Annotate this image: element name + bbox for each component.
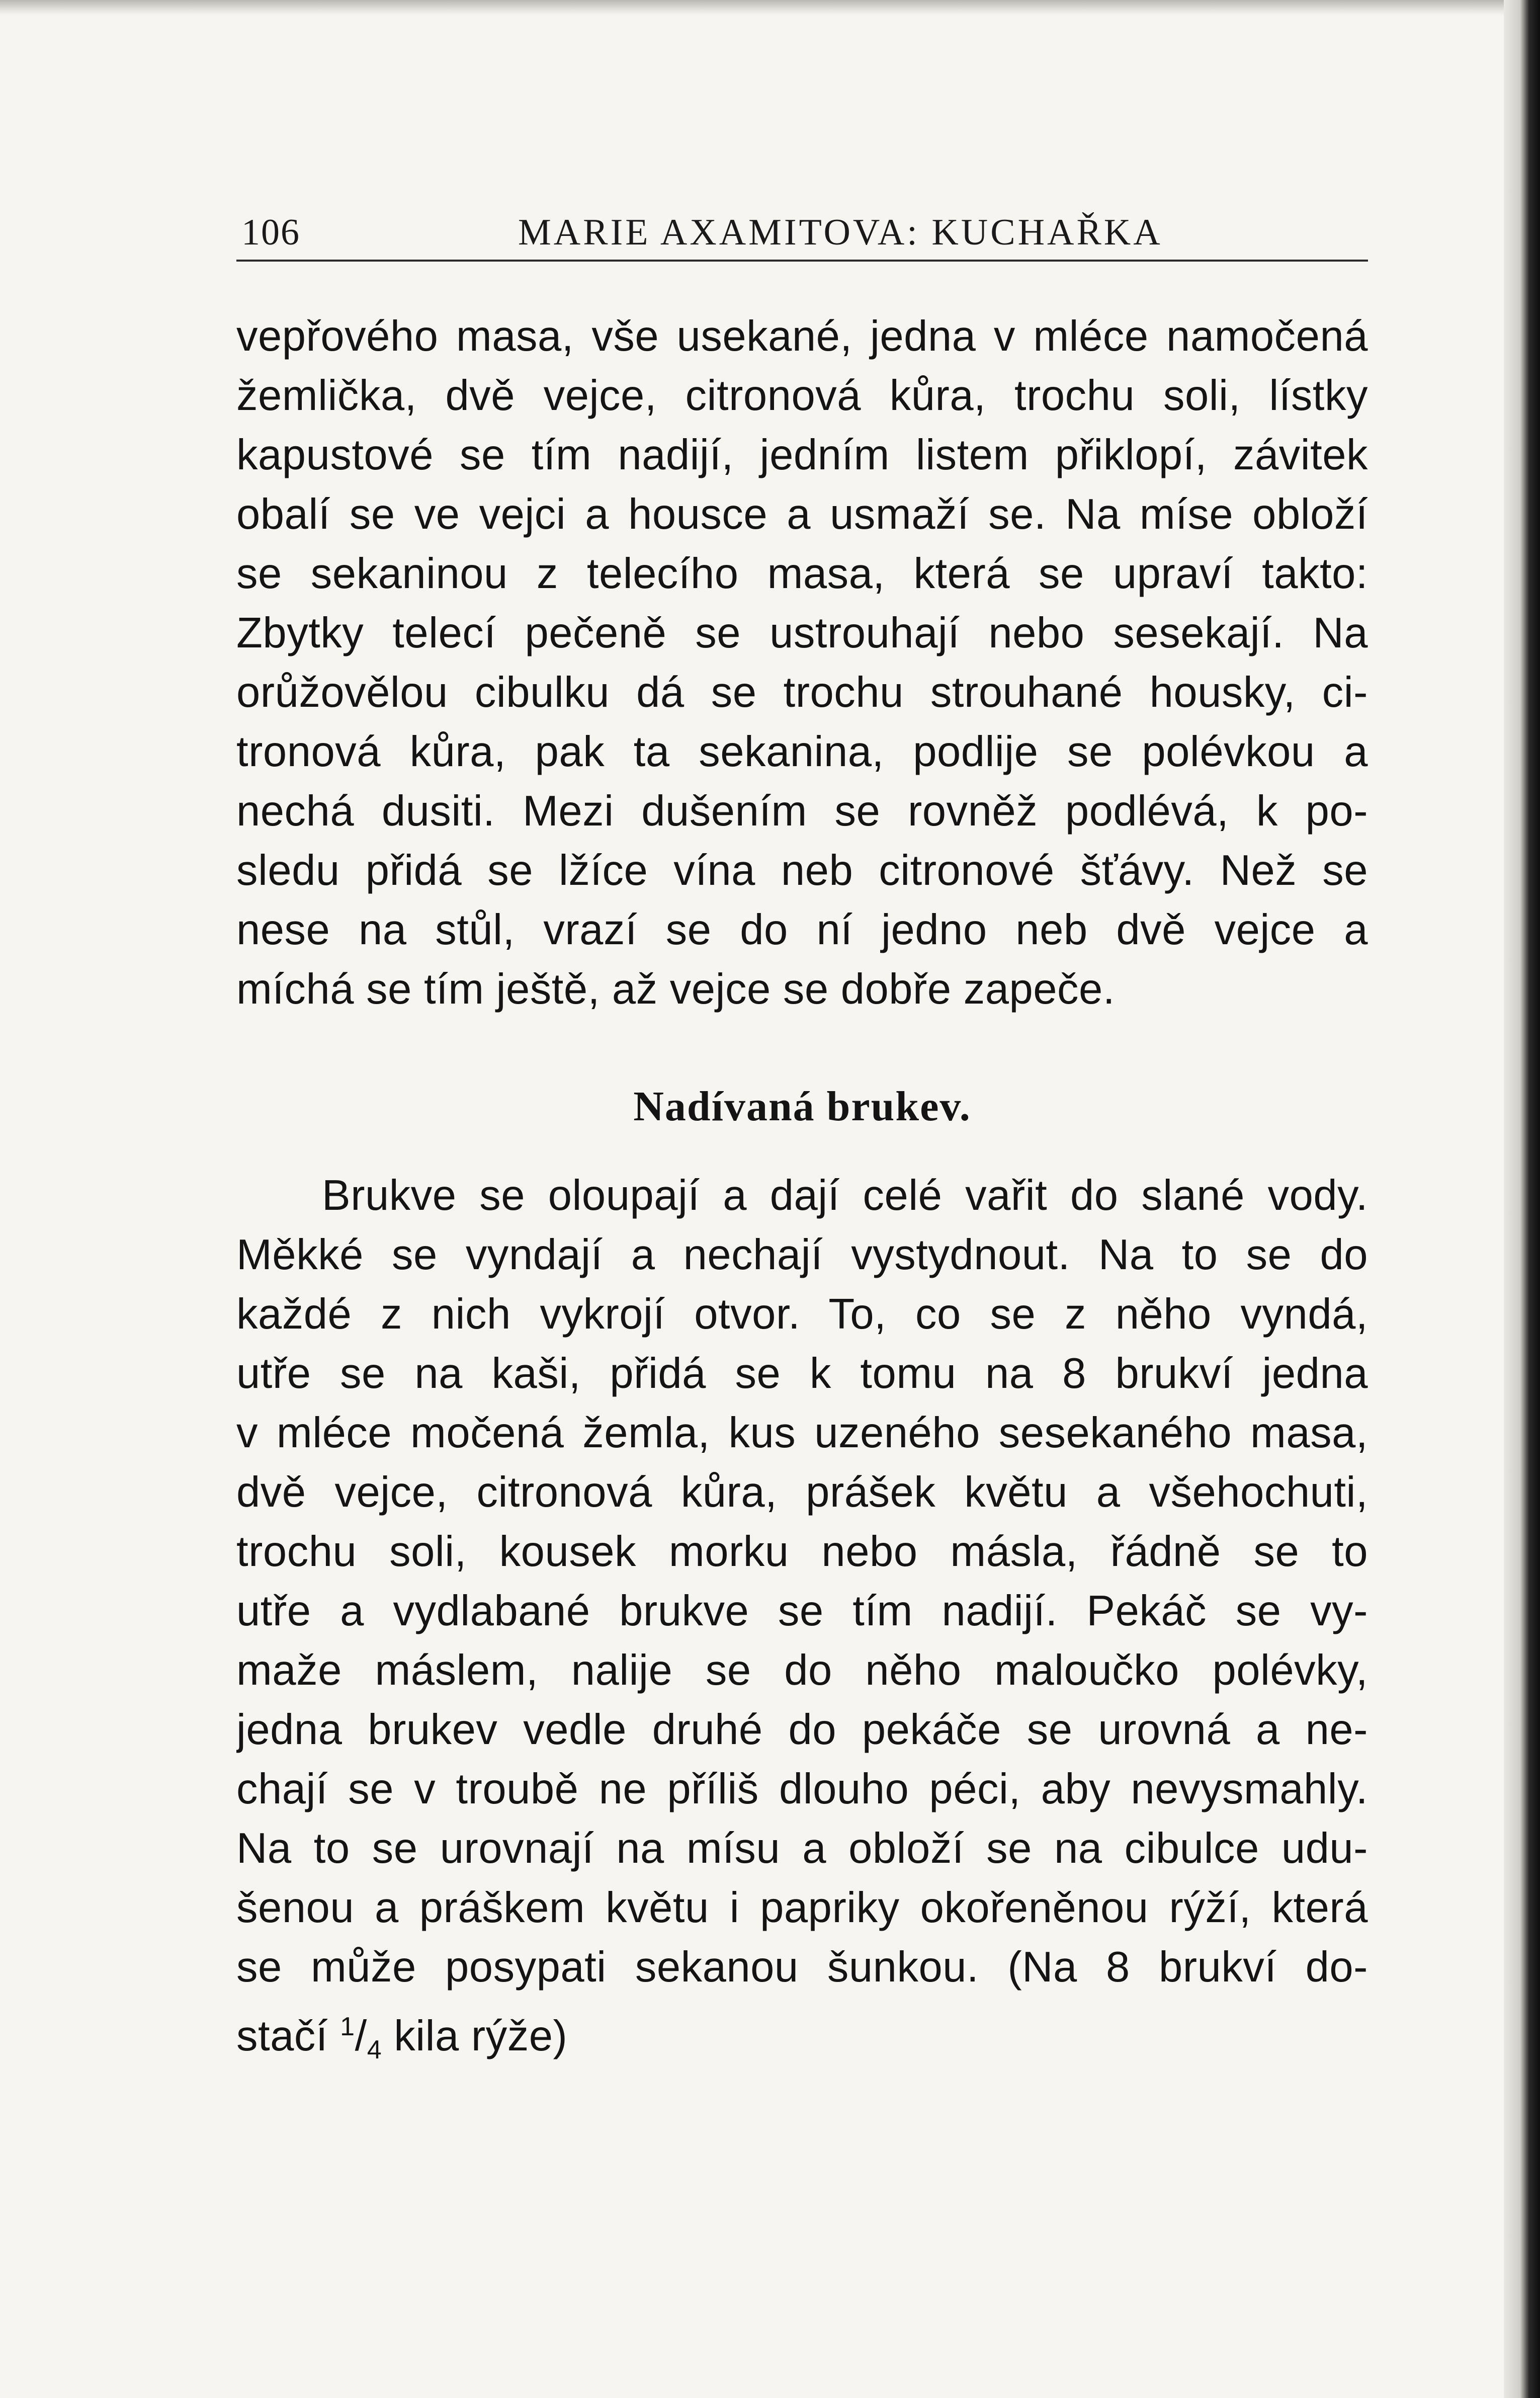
fraction-numerator: 1 [340, 2012, 355, 2041]
scan-top-shadow [0, 0, 1540, 15]
text-line: jedna brukev vedle druhé do pekáče se urovná a ne- [236, 1706, 1368, 1754]
page-number: 106 [241, 212, 300, 253]
text-line: orůžovělou cibulku dá se trochu strouhané housky, ci- [236, 669, 1368, 716]
text-line: míchá se tím ještě, až vejce se dobře zapeče. [236, 965, 1115, 1013]
text-line: chají se v troubě ne příliš dlouho péci, aby nevysmahly. [236, 1765, 1368, 1813]
scan-right-edge [1504, 0, 1540, 2398]
text-line: Brukve se oloupají a dají celé vařit do slané vody. [322, 1172, 1368, 1219]
text-line: nese na stůl, vrazí se do ní jedno neb dvě vejce a [236, 906, 1368, 954]
text-line: tronová kůra, pak ta sekanina, podlije se polévkou a [236, 728, 1368, 776]
text-line: obalí se ve vejci a housce a usmaží se. Na míse obloží [236, 490, 1368, 538]
text-line: šenou a práškem květu i papriky okořeněnou rýží, která [236, 1884, 1368, 1932]
text-line: se může posypati sekanou šunkou. (Na 8 brukví do- [236, 1943, 1368, 1991]
text-line: utře a vydlabané brukve se tím nadijí. Pekáč se vy- [236, 1587, 1368, 1635]
final-word: stačí [236, 2012, 328, 2060]
text-line: žemlička, dvě vejce, citronová kůra, trochu soli, lístky [236, 372, 1368, 420]
running-header [236, 211, 1368, 262]
text-line: kapustové se tím nadijí, jedním listem přiklopí, závitek [236, 431, 1368, 479]
fraction-quarter [340, 2012, 382, 2064]
text-line: sledu přidá se lžíce vína neb citronové šťávy. Než se [236, 847, 1368, 894]
text-line: nechá dusiti. Mezi dušením se rovněž podlévá, k po- [236, 787, 1368, 835]
text-line: trochu soli, kousek morku nebo másla, řádně se to [236, 1528, 1368, 1576]
recipe-paragraph [236, 1166, 1368, 2080]
fraction-denominator: 4 [367, 2035, 382, 2064]
text-line: utře se na kaši, přidá se k tomu na 8 brukví jedna [236, 1350, 1368, 1397]
text-line: maže máslem, nalije se do něho maloučko polévky, [236, 1646, 1368, 1694]
text-line: každé z nich vykrojí otvor. To, co se z něho vyndá, [236, 1290, 1368, 1338]
text-line: Měkké se vyndají a nechají vystydnout. Na to se do [236, 1231, 1368, 1279]
header-rule [236, 260, 1368, 262]
fraction-slash: / [355, 2012, 367, 2060]
text-line-final [236, 1997, 1368, 2080]
paragraph-continued [236, 307, 1368, 1019]
text-line: se sekaninou z telecího masa, která se upraví takto: [236, 550, 1368, 598]
final-tail: kila rýže) [394, 2012, 568, 2060]
text-line: Zbytky telecí pečeně se ustrouhají nebo sesekají. Na [236, 609, 1368, 657]
text-line: Na to se urovnají na mísu a obloží se na cibulce udu- [236, 1825, 1368, 1872]
section-heading: Nadívaná brukev. [633, 1083, 971, 1130]
running-title: MARIE AXAMITOVA: KUCHAŘKA [518, 212, 1163, 253]
book-page [236, 211, 1368, 2080]
text-line: dvě vejce, citronová kůra, prášek květu a všehochuti, [236, 1468, 1368, 1516]
text-line: v mléce močená žemla, kus uzeného sesekaného masa, [236, 1409, 1368, 1457]
text-line: vepřového masa, vše usekané, jedna v mléce namočená [236, 312, 1368, 360]
